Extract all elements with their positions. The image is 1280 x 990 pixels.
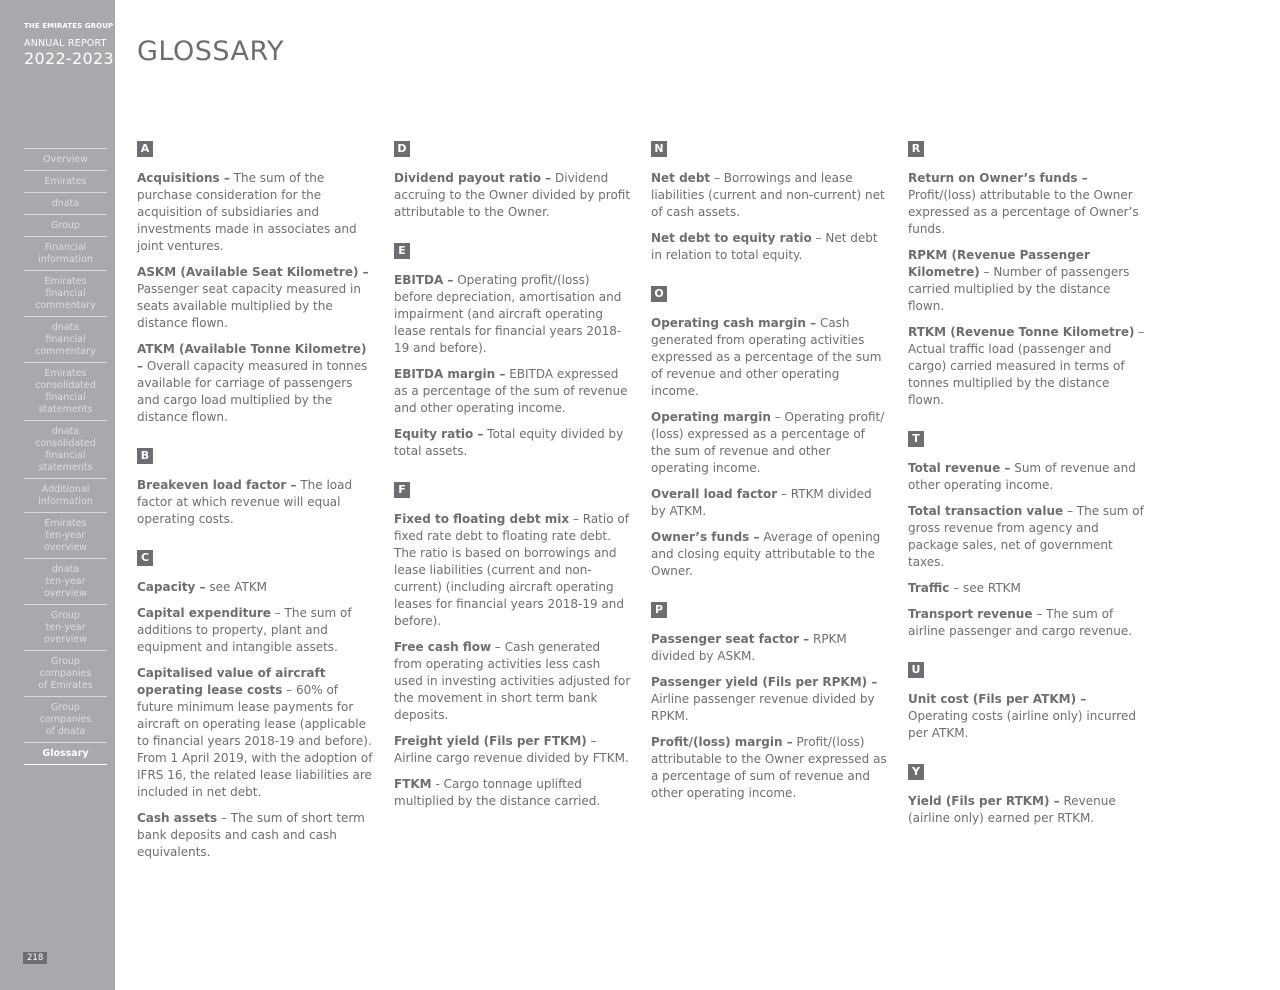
- glossary-term: Operating margin: [651, 410, 771, 424]
- glossary-term: Fixed to floating debt mix: [394, 512, 570, 526]
- glossary-entry: [908, 503, 1145, 571]
- glossary-section: [908, 137, 1145, 409]
- nav-item-dnata[interactable]: [24, 193, 107, 215]
- glossary-term: Acquisitions –: [137, 171, 230, 185]
- nav-item-group-companies-of-emirates[interactable]: [24, 651, 107, 697]
- glossary-term: Capitalised value of aircraft operating lease costs: [137, 666, 326, 697]
- nav-item-dnata-financial-commentary[interactable]: [24, 317, 107, 363]
- glossary-definition: – Borrowings and lease liabilities (current and non-current) net of cash assets.: [651, 171, 885, 219]
- glossary-term: Freight yield (Fils per FTKM): [394, 734, 587, 748]
- glossary-definition: – see RTKM: [949, 581, 1021, 595]
- section-letter: R: [908, 141, 924, 157]
- glossary-term: Capacity –: [137, 580, 206, 594]
- glossary-term: Overall load factor: [651, 487, 778, 501]
- glossary-entry: [137, 264, 374, 332]
- section-letter: B: [137, 448, 153, 464]
- glossary-term: Transport revenue: [908, 607, 1033, 621]
- glossary-entry: [137, 810, 374, 861]
- glossary-entry: [651, 529, 888, 580]
- glossary-term: Owner’s funds –: [651, 530, 760, 544]
- glossary-entry: [137, 605, 374, 656]
- nav-item-label: financial: [45, 450, 86, 461]
- nav-item-label: information: [38, 254, 93, 265]
- glossary-entry: [394, 511, 631, 630]
- glossary-entry: [137, 341, 374, 426]
- glossary-section: [651, 137, 888, 264]
- nav-item-label: financial: [45, 288, 86, 299]
- glossary-term: Passenger seat factor –: [651, 632, 810, 646]
- nav-item-label: Group: [51, 656, 80, 667]
- nav-item-label: dnata: [51, 564, 80, 575]
- glossary-definition: – Net debt in relation to total equity.: [651, 231, 878, 262]
- glossary-section: [137, 537, 374, 861]
- glossary-term: RPKM (Revenue Passenger Kilometre): [908, 248, 1090, 279]
- glossary-entry: [651, 409, 888, 477]
- section-letter: Y: [908, 764, 924, 780]
- section-letter: N: [651, 141, 667, 157]
- glossary-entry: [908, 247, 1145, 315]
- glossary-entry: [394, 426, 631, 460]
- glossary-definition: - Cargo tonnage uplifted multiplied by the distance carried.: [394, 777, 601, 808]
- nav-item-label: commentary: [35, 346, 96, 357]
- glossary-definition: Dividend accruing to the Owner divided by profit attributable to the Owner.: [394, 171, 631, 219]
- nav-item-label: financial: [45, 334, 86, 345]
- section-letter: O: [651, 286, 667, 302]
- nav-item-label: dnata: [51, 322, 80, 333]
- glossary-entry: [651, 230, 888, 264]
- nav-item-label: dnata: [51, 198, 80, 209]
- nav-item-label: overview: [43, 588, 88, 599]
- nav-item-label: overview: [43, 634, 88, 645]
- glossary-section: [651, 589, 888, 802]
- glossary-definition: – The sum of gross revenue from agency and package sales, net of government taxes.: [908, 504, 1144, 569]
- brand-report-label: ANNUAL REPORT: [24, 38, 107, 49]
- section-letter: A: [137, 141, 153, 157]
- glossary-definition: – The sum of airline passenger and cargo revenue.: [908, 607, 1133, 638]
- glossary-definition: – RTKM divided by ATKM.: [651, 487, 872, 518]
- glossary-definition: The sum of the purchase consideration for the acquisition of subsidiaries and investments made in associates and joint ventures.: [137, 171, 357, 253]
- glossary-section: [394, 137, 631, 221]
- glossary-term: FTKM: [394, 777, 432, 791]
- nav-item-label: Group: [51, 702, 80, 713]
- glossary-term: Yield (Fils per RTKM) –: [908, 794, 1060, 808]
- glossary-entry: [137, 579, 374, 596]
- nav-item-label: Emirates: [44, 176, 87, 187]
- glossary-entry: [651, 674, 888, 725]
- nav-item-dnata-consolidated-financial-statements[interactable]: [24, 421, 107, 479]
- glossary-entry: [394, 639, 631, 724]
- glossary-term: Cash assets: [137, 811, 218, 825]
- page-title: GLOSSARY: [137, 36, 285, 67]
- nav-item-emirates-financial-commentary[interactable]: [24, 271, 107, 317]
- glossary-entry: [651, 486, 888, 520]
- glossary-term: Equity ratio –: [394, 427, 484, 441]
- nav-item-label: consolidated: [35, 380, 96, 391]
- nav-item-group-companies-of-dnata[interactable]: [24, 697, 107, 743]
- glossary-term: Operating cash margin –: [651, 316, 817, 330]
- glossary-definition: – Operating profit/ (loss) expressed as a percentage of the sum of revenue and other operating income.: [651, 410, 885, 475]
- glossary-entry: [651, 631, 888, 665]
- glossary-section: [137, 435, 374, 528]
- section-letter: D: [394, 141, 410, 157]
- glossary-section: [137, 137, 374, 426]
- nav-item-label: statements: [38, 404, 93, 415]
- glossary-entry: [908, 580, 1145, 597]
- glossary-definition: Airline passenger revenue divided by RPKM.: [651, 692, 875, 723]
- brand-block: [24, 22, 114, 68]
- glossary-entry: [651, 170, 888, 221]
- nav-item-overview[interactable]: [24, 148, 107, 171]
- nav-item-group-ten-year-overview[interactable]: [24, 605, 107, 651]
- glossary-entry: [137, 477, 374, 528]
- glossary-definition: Average of opening and closing equity attributable to the Owner.: [651, 530, 881, 578]
- nav-item-group[interactable]: [24, 215, 107, 237]
- glossary-definition: – Airline cargo revenue divided by FTKM.: [394, 734, 629, 765]
- nav-item-label: dnata: [51, 426, 80, 437]
- glossary-entry: [651, 315, 888, 400]
- section-letter: U: [908, 662, 924, 678]
- glossary-term: Traffic: [908, 581, 950, 595]
- glossary-term: EBITDA –: [394, 273, 454, 287]
- nav-item-glossary[interactable]: [24, 743, 107, 765]
- section-letter: T: [908, 431, 924, 447]
- glossary-entry: [394, 170, 631, 221]
- brand-report-year: 2022-2023: [24, 49, 114, 68]
- glossary-definition: – 60% of future minimum lease payments for aircraft on operating lease (applicable to financial years 2018-19 and before). From 1 April 2019, with the adoption of IFRS 16, the related lease liabilities are included in net debt.: [137, 683, 373, 799]
- section-letter: E: [394, 243, 410, 259]
- nav-item-label: Emirates: [44, 276, 87, 287]
- nav-item-label: financial: [45, 392, 86, 403]
- glossary-entry: [394, 776, 631, 810]
- nav-item-label: Additional: [41, 484, 90, 495]
- glossary-term: ASKM (Available Seat Kilometre) –: [137, 265, 369, 279]
- glossary-definition: – The sum of additions to property, plant and equipment and intangible assets.: [137, 606, 352, 654]
- glossary-column-3: [651, 137, 888, 811]
- sidebar: [0, 0, 115, 990]
- glossary-section: [651, 273, 888, 580]
- glossary-definition: Profit/(loss) attributable to the Owner expressed as a percentage of Owner’s funds.: [908, 188, 1139, 236]
- glossary-definition: – Number of passengers carried multiplied by the distance flown.: [908, 265, 1130, 313]
- glossary-definition: Total equity divided by total assets.: [394, 427, 624, 458]
- nav-item-label: statements: [38, 462, 93, 473]
- glossary-term: Free cash flow: [394, 640, 492, 654]
- glossary-term: Capital expenditure: [137, 606, 271, 620]
- glossary-term: Net debt: [651, 171, 711, 185]
- nav-item-label: commentary: [35, 300, 96, 311]
- glossary-term: Total transaction value: [908, 504, 1064, 518]
- glossary-entry: [908, 324, 1145, 409]
- section-nav: [24, 148, 107, 765]
- glossary-term: Total revenue –: [908, 461, 1011, 475]
- nav-item-label: ten-year: [45, 622, 86, 633]
- glossary-definition: – Cash generated from operating activities less cash used in investing activities adjusted for the movement in short term bank deposits.: [394, 640, 631, 722]
- glossary-term: ATKM (Available Tonne Kilometre) –: [137, 342, 367, 373]
- nav-item-emirates[interactable]: [24, 171, 107, 193]
- glossary-term: Unit cost (Fils per ATKM) –: [908, 692, 1087, 706]
- glossary-term: Breakeven load factor –: [137, 478, 297, 492]
- glossary-entry: [908, 793, 1145, 827]
- page-number: 218: [23, 952, 47, 964]
- glossary-column-2: [394, 137, 631, 819]
- nav-item-label: Group: [51, 220, 80, 231]
- glossary-definition: The load factor at which revenue will equal operating costs.: [137, 478, 353, 526]
- glossary-definition: – The sum of short term bank deposits and cash and cash equivalents.: [137, 811, 365, 859]
- glossary-definition: – Actual traffic load (passenger and cargo) carried measured in terms of tonnes multiplied by the distance flown.: [908, 325, 1145, 407]
- glossary-term: RTKM (Revenue Tonne Kilometre): [908, 325, 1135, 339]
- section-letter: C: [137, 550, 153, 566]
- glossary-term: Passenger yield (Fils per RPKM) –: [651, 675, 878, 689]
- glossary-entry: [908, 170, 1145, 238]
- glossary-definition: – Ratio of fixed rate debt to floating rate debt. The ratio is based on borrowings and lease liabilities (current and non-current) (including aircraft operating leases for financial years 2018-19 and before).: [394, 512, 629, 628]
- glossary-term: Return on Owner’s funds –: [908, 171, 1088, 185]
- glossary-term: Profit/(loss) margin –: [651, 735, 793, 749]
- glossary-definition: Passenger seat capacity measured in seats available multiplied by the distance flown.: [137, 282, 361, 330]
- nav-item-label: Emirates: [44, 368, 87, 379]
- glossary-section: [394, 469, 631, 810]
- glossary-definition: see ATKM: [205, 580, 268, 594]
- nav-item-label: overview: [43, 542, 88, 553]
- glossary-definition: Revenue (airline only) earned per RTKM.: [908, 794, 1116, 825]
- nav-item-dnata-ten-year-overview[interactable]: [24, 559, 107, 605]
- glossary-column-1: [137, 137, 374, 870]
- section-letter: F: [394, 482, 410, 498]
- nav-item-label: Financial: [44, 242, 87, 253]
- glossary-term: Dividend payout ratio –: [394, 171, 552, 185]
- glossary-definition: Operating profit/(loss) before depreciation, amortisation and impairment (and aircraft operating lease rentals for financial years 2018-19 and before).: [394, 273, 622, 355]
- glossary-column-4: [908, 137, 1145, 836]
- nav-item-label: of Emirates: [38, 680, 93, 691]
- glossary-entry: [394, 272, 631, 357]
- glossary-definition: Overall capacity measured in tonnes available for carriage of passengers and cargo load multiplied by the distance flown.: [137, 359, 368, 424]
- glossary-term: Net debt to equity ratio: [651, 231, 812, 245]
- nav-item-label: ten-year: [45, 576, 86, 587]
- glossary-term: EBITDA margin –: [394, 367, 506, 381]
- nav-item-label: Overview: [43, 154, 88, 165]
- nav-item-label: companies: [39, 714, 92, 725]
- glossary-definition: Cash generated from operating activities expressed as a percentage of the sum of revenue and other operating income.: [651, 316, 882, 398]
- glossary-definition: Operating costs (airline only) incurred per ATKM.: [908, 709, 1136, 740]
- nav-item-additional-information[interactable]: [24, 479, 107, 513]
- nav-item-label: consolidated: [35, 438, 96, 449]
- glossary-entry: [651, 734, 888, 802]
- glossary-section: [908, 751, 1145, 827]
- nav-item-financial-information[interactable]: [24, 237, 107, 271]
- section-letter: P: [651, 602, 667, 618]
- nav-item-label: companies: [39, 668, 92, 679]
- glossary-section: [908, 418, 1145, 640]
- glossary-entry: [137, 665, 374, 801]
- glossary-entry: [394, 733, 631, 767]
- nav-item-label: of dnata: [45, 726, 86, 737]
- nav-item-label: information: [38, 496, 93, 507]
- glossary-entry: [137, 170, 374, 255]
- glossary-entry: [908, 460, 1145, 494]
- nav-item-label: Group: [51, 610, 80, 621]
- glossary-entry: [908, 691, 1145, 742]
- glossary-entry: [908, 606, 1145, 640]
- glossary-definition: EBITDA expressed as a percentage of the sum of revenue and other operating income.: [394, 367, 628, 415]
- nav-item-label: ten-year: [45, 530, 86, 541]
- nav-item-emirates-consolidated-financial-statements[interactable]: [24, 363, 107, 421]
- nav-item-label: Emirates: [44, 518, 87, 529]
- glossary-definition: RPKM divided by ASKM.: [651, 632, 847, 663]
- nav-item-label: Glossary: [42, 748, 89, 759]
- nav-item-emirates-ten-year-overview[interactable]: [24, 513, 107, 559]
- glossary-section: [394, 230, 631, 460]
- glossary-entry: [394, 366, 631, 417]
- brand-group-name: THE EMIRATES GROUP: [24, 22, 114, 30]
- glossary-definition: Profit/(loss) attributable to the Owner expressed as a percentage of sum of revenue and other operating income.: [651, 735, 887, 800]
- glossary-definition: Sum of revenue and other operating income.: [908, 461, 1136, 492]
- glossary-section: [908, 649, 1145, 742]
